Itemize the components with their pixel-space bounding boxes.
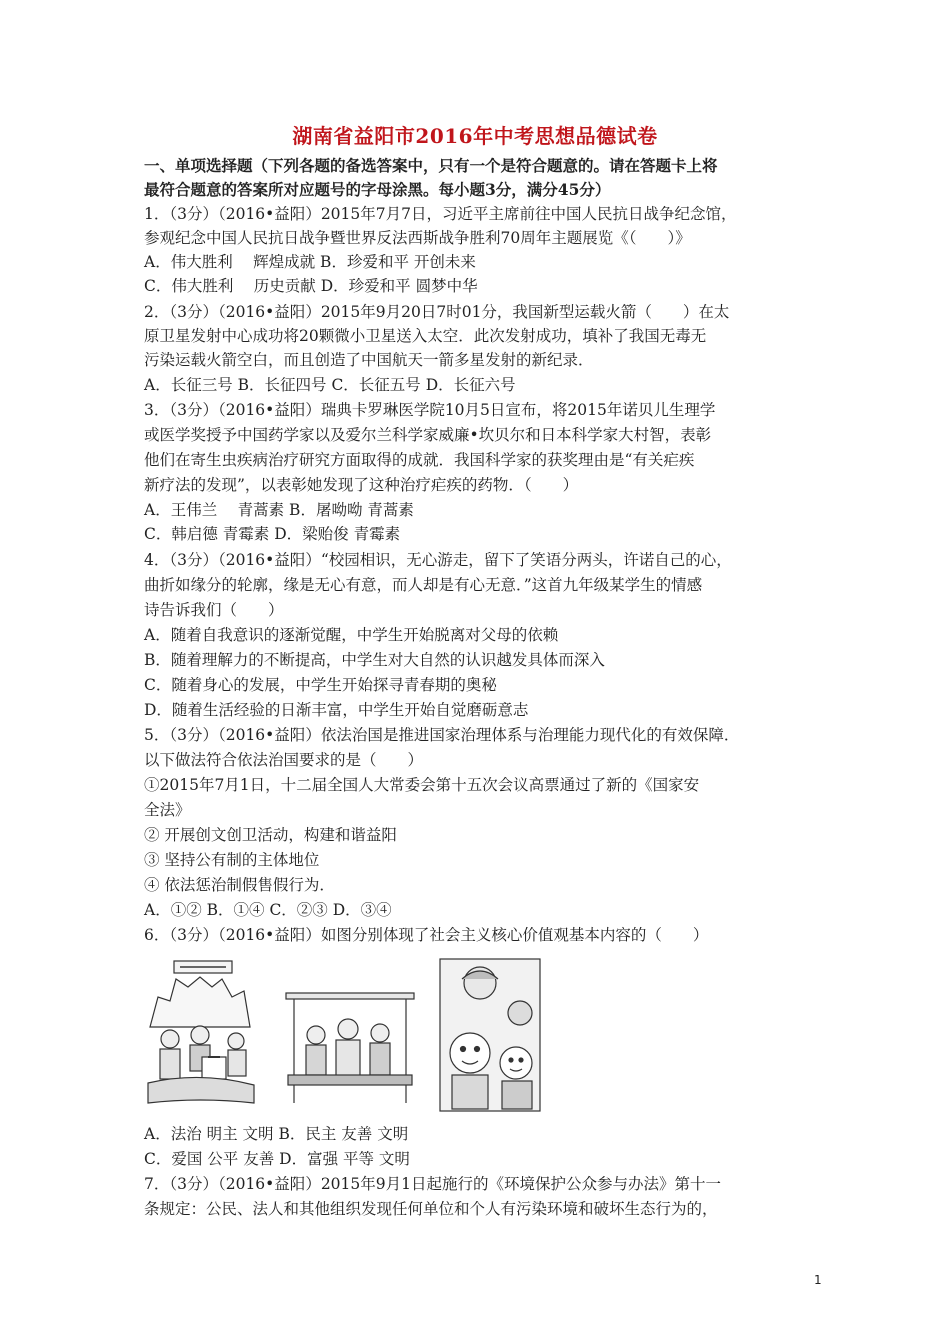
question-3-stem: 3．（3分）（2016•益阳）瑞典卡罗琳医学院10月5日宣布，将2015年诺贝儿生理学 bbox=[144, 401, 716, 419]
question-5-item-2: ② 开展创文创卫活动，构建和谐益阳 bbox=[144, 826, 397, 844]
question-4-option-c: C．随着身心的发展，中学生开始探寻青春期的奥秘 bbox=[144, 676, 497, 694]
cartoon-2-seniors bbox=[286, 993, 414, 1103]
page-title: 湖南省益阳市2016年中考思想品德试卷 bbox=[292, 124, 658, 148]
question-6-options: A．法治 明主 文明 B．民主 友善 文明 bbox=[144, 1125, 409, 1143]
cartoon-3-children bbox=[440, 959, 540, 1111]
question-5-item-1: ①2015年7月1日，十二届全国人大常委会第十五次会议高票通过了新的《国家安 bbox=[144, 776, 700, 794]
question-7-stem: 7．（3分）（2016•益阳）2015年9月1日起施行的《环境保护公众参与办法》第十一 bbox=[144, 1175, 721, 1193]
question-6-cartoon-images bbox=[144, 957, 544, 1117]
question-4-option-b: B．随着理解力的不断提高，中学生对大自然的认识越发具体而深入 bbox=[144, 651, 605, 669]
question-4-stem: 曲折如缘分的轮廓，缘是无心有意，而人却是有心无意．”这首九年级某学生的情感 bbox=[144, 576, 703, 594]
question-7-stem: 条规定：公民、法人和其他组织发现任何单位和个人有污染环境和破坏生态行为的， bbox=[144, 1200, 718, 1218]
question-3-options: C．韩启德 青霉素 D．梁贻俊 青霉素 bbox=[144, 525, 401, 543]
question-5-stem: 以下做法符合依法治国要求的是（ ） bbox=[144, 751, 424, 769]
question-3-stem: 新疗法的发现”，以表彰她发现了这种治疗疟疾的药物．（ ） bbox=[144, 476, 579, 494]
question-4-stem: 4．（3分）（2016•益阳）“校园相识，无心游走，留下了笑语分两头，许诺自己的心， bbox=[144, 551, 732, 569]
question-2-stem: 污染运载火箭空白，而且创造了中国航天一箭多星发射的新纪录． bbox=[144, 351, 594, 369]
question-5-stem: 5．（3分）（2016•益阳）依法治国是推进国家治理体系与治理能力现代化的有效保障． bbox=[144, 726, 740, 744]
question-2-stem: 2．（3分）（2016•益阳）2015年9月20日7时01分，我国新型运载火箭（ ）在太 bbox=[144, 303, 730, 321]
question-6-options: C．爱国 公平 友善 D．富强 平等 文明 bbox=[144, 1150, 410, 1168]
question-3-stem: 他们在寄生虫疾病治疗研究方面取得的成就．我国科学家的获奖理由是“有关疟疾 bbox=[144, 451, 695, 469]
question-1-stem: 参观纪念中国人民抗日战争暨世界反法西斯战争胜利70周年主题展览《（ ）》 bbox=[144, 229, 691, 247]
question-5-item-1: 全法》 bbox=[144, 801, 191, 819]
section-heading-line-1: 一、单项选择题（下列各题的备选答案中，只有一个是符合题意的。请在答题卡上将 bbox=[144, 156, 718, 175]
question-1-options: A．伟大胜利 辉煌成就 B．珍爱和平 开创未来 bbox=[144, 253, 476, 271]
question-1-stem: 1．（3分）（2016•益阳）2015年7月7日，习近平主席前往中国人民抗日战争纪念馆， bbox=[144, 205, 737, 223]
question-4-option-d: D．随着生活经验的日渐丰富，中学生开始自觉磨砺意志 bbox=[144, 701, 529, 719]
question-2-options: A．长征三号 B．长征四号 C．长征五号 D．长征六号 bbox=[144, 376, 516, 394]
question-4-stem: 诗告诉我们（ ） bbox=[144, 601, 284, 619]
question-6-stem: 6．（3分）（2016•益阳）如图分别体现了社会主义核心价值观基本内容的（ ） bbox=[144, 926, 709, 944]
question-5-item-4: ④ 依法惩治制假售假行为． bbox=[144, 876, 335, 894]
question-5-options: A．①② B．①④ C．②③ D．③④ bbox=[144, 901, 392, 919]
cartoon-1-voting bbox=[148, 961, 254, 1103]
question-5-item-3: ③ 坚持公有制的主体地位 bbox=[144, 851, 320, 869]
question-1-options: C．伟大胜利 历史贡献 D．珍爱和平 圆梦中华 bbox=[144, 277, 478, 295]
section-heading-line-2: 最符合题意的答案所对应题号的字母涂黑。每小题3分，满分45分） bbox=[144, 180, 611, 199]
page-number: 1 bbox=[814, 1273, 822, 1287]
question-4-option-a: A．随着自我意识的逐渐觉醒，中学生开始脱离对父母的依赖 bbox=[144, 626, 559, 644]
question-3-options: A．王伟兰 青蒿素 B．屠呦呦 青蒿素 bbox=[144, 501, 414, 519]
question-3-stem: 或医学奖授予中国药学家以及爱尔兰科学家威廉•坎贝尔和日本科学家大村智，表彰 bbox=[144, 426, 712, 444]
question-2-stem: 原卫星发射中心成功将20颗微小卫星送入太空．此次发射成功，填补了我国无毒无 bbox=[144, 327, 707, 345]
